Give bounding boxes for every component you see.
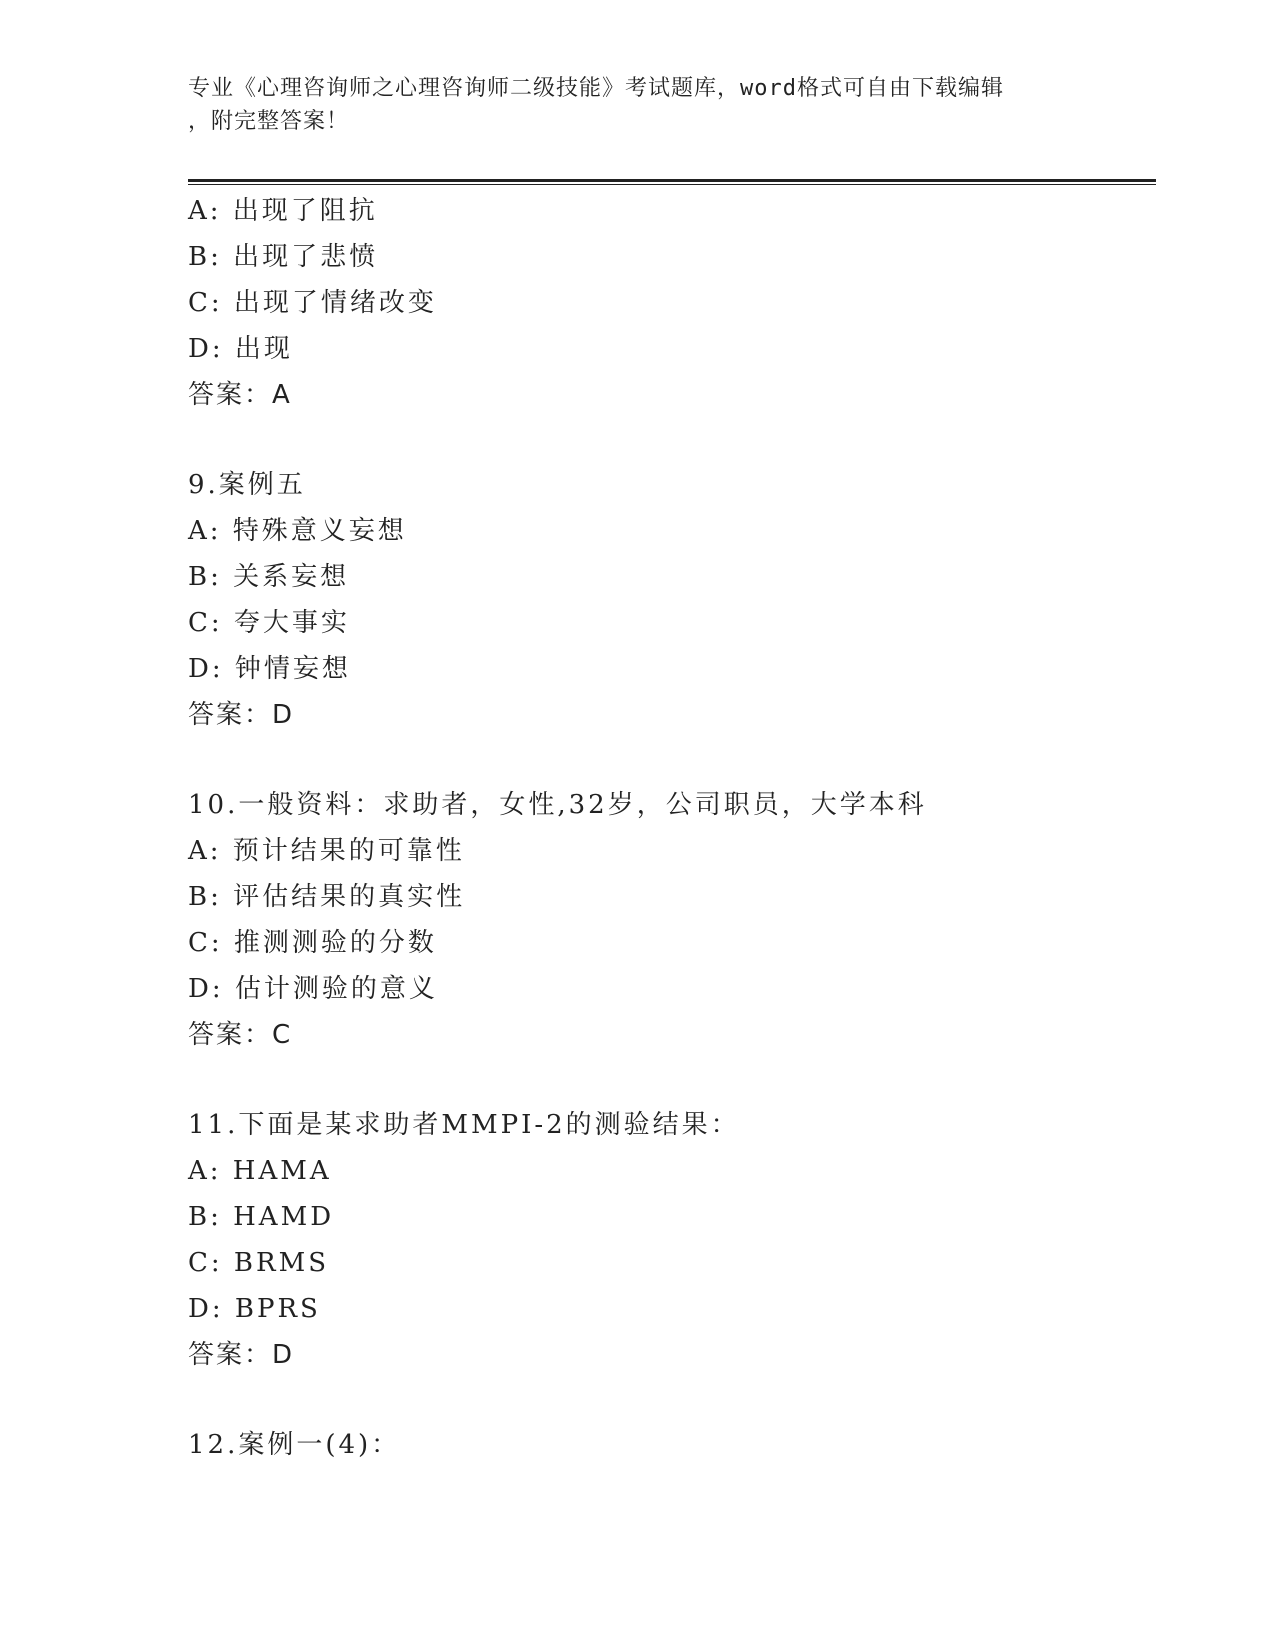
option-b: B: 关系妄想 <box>188 562 350 592</box>
question-block-8 <box>188 188 1156 418</box>
question-block-12 <box>188 1422 1156 1468</box>
question-block-11 <box>188 1102 1156 1378</box>
question-block-10 <box>188 782 1156 1058</box>
header-rule-thick <box>188 179 1156 182</box>
question-block-9 <box>188 462 1156 738</box>
option-b: B: HAMD <box>188 1202 335 1232</box>
option-d: D: BPRS <box>188 1294 321 1324</box>
option-a: A: 特殊意义妄想 <box>188 516 407 546</box>
option-c: C: 出现了情绪改变 <box>188 288 437 318</box>
question-list <box>188 188 1156 1468</box>
option-a: A: 预计结果的可靠性 <box>188 836 465 866</box>
answer-line: 答案：D <box>188 700 295 730</box>
header-rule-thin <box>188 184 1156 185</box>
header-line-2: ，附完整答案！ <box>188 109 350 134</box>
answer-line: 答案：D <box>188 1340 295 1370</box>
question-title: 10.一般资料：求助者，女性,32岁，公司职员，大学本科 <box>188 790 927 820</box>
option-d: D: 出现 <box>188 334 293 364</box>
option-b: B: 出现了悲愤 <box>188 242 379 272</box>
answer-line: 答案：A <box>188 380 292 410</box>
option-a: A: HAMA <box>188 1156 332 1186</box>
option-d: D: 估计测验的意义 <box>188 974 438 1004</box>
option-a: A: 出现了阻抗 <box>188 196 378 226</box>
option-c: C: BRMS <box>188 1248 330 1278</box>
question-title: 9.案例五 <box>188 470 306 500</box>
question-title: 12.案例一(4)： <box>188 1430 401 1460</box>
question-title: 11.下面是某求助者MMPI-2的测验结果： <box>188 1110 740 1140</box>
document-header <box>188 72 1088 138</box>
answer-line: 答案：C <box>188 1020 293 1050</box>
option-c: C: 推测测验的分数 <box>188 928 437 958</box>
option-d: D: 钟情妄想 <box>188 654 351 684</box>
header-line-1: 专业《心理咨询师之心理咨询师二级技能》考试题库，word格式可自由下载编辑 <box>188 76 1004 101</box>
option-b: B: 评估结果的真实性 <box>188 882 466 912</box>
option-c: C: 夸大事实 <box>188 608 350 638</box>
